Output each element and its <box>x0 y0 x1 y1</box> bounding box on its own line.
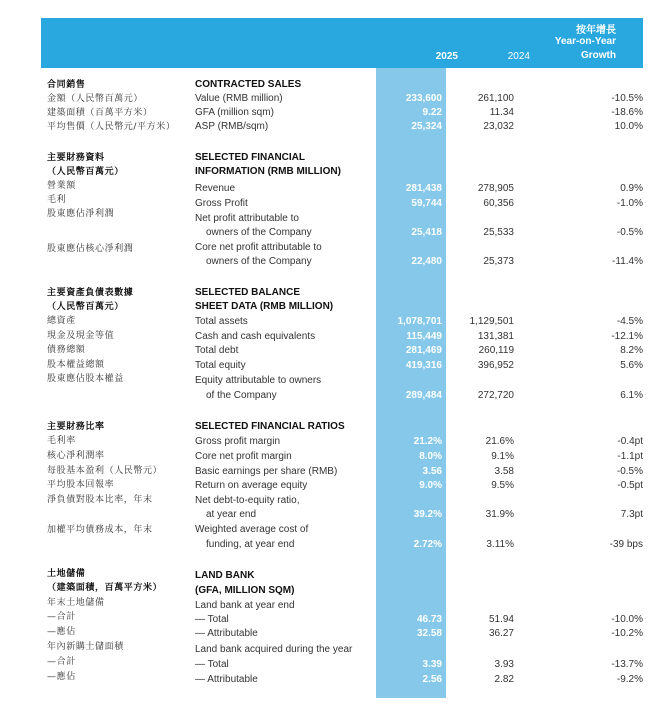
value-2025: 2.72% <box>413 539 442 550</box>
row-label-en: Land bank acquired during the year <box>195 644 353 655</box>
value-growth: -1.0% <box>616 198 643 209</box>
row-label-en: GFA (million sqm) <box>195 107 274 118</box>
section-heading-en: SELECTED FINANCIAL RATIOS <box>195 421 345 432</box>
section-heading-en: LAND BANK <box>195 570 255 581</box>
value-2024: 21.6% <box>485 436 514 447</box>
value-growth: -10.0% <box>611 614 643 625</box>
row-label-zh: 股東應佔淨利潤 <box>47 209 115 219</box>
row-label-en: — Total <box>195 614 229 625</box>
current-year-column-highlight <box>376 68 446 698</box>
value-2025: 46.73 <box>416 614 442 625</box>
value-growth: 10.0% <box>614 121 643 132</box>
row-label-en: — Attributable <box>195 674 258 685</box>
value-2025: 3.39 <box>422 659 442 670</box>
value-2024: 31.9% <box>485 509 514 520</box>
value-2025: 115,449 <box>406 331 442 342</box>
value-growth: -0.5% <box>616 227 643 238</box>
value-2025: 25,418 <box>411 227 442 238</box>
value-2024: 272,720 <box>477 390 514 401</box>
row-label-zh: —應佔 <box>47 672 76 682</box>
growth-header-label: Growth <box>581 50 616 61</box>
row-label-zh: 淨負債對股本比率，年末 <box>47 495 153 505</box>
value-2025: 9.0% <box>419 480 442 491</box>
row-label-en: Weighted average cost of <box>195 524 309 535</box>
row-label-zh: 股本權益總額 <box>47 360 105 370</box>
section-heading-zh: 合同銷售 <box>47 80 86 90</box>
row-label-en: funding, at year end <box>206 539 295 550</box>
value-growth: 7.3pt <box>620 509 643 520</box>
value-2025: 3.56 <box>422 466 442 477</box>
value-2025: 289,484 <box>405 390 442 401</box>
value-2025: 22,480 <box>411 256 442 267</box>
row-label-en: Total debt <box>195 345 239 356</box>
row-label-en: at year end <box>206 509 257 520</box>
value-2024: 51.94 <box>488 614 514 625</box>
row-label-zh: 每股基本盈利（人民幣元） <box>47 466 163 476</box>
value-growth: -4.5% <box>616 316 643 327</box>
section-heading-en: SHEET DATA (RMB MILLION) <box>195 301 334 312</box>
value-growth: -13.7% <box>611 659 643 670</box>
value-growth: -0.5% <box>616 466 643 477</box>
row-label-en: Gross profit margin <box>195 436 281 447</box>
section-heading-en: SELECTED FINANCIAL <box>195 152 305 163</box>
value-2024: 3.93 <box>494 659 514 670</box>
row-label-en: Equity attributable to owners <box>195 375 322 386</box>
row-label-zh: 金額（人民幣百萬元） <box>47 94 144 104</box>
value-2024: 25,533 <box>483 227 514 238</box>
section-heading-zh: 主要財務資料 <box>47 153 105 163</box>
section-heading-zh: （建築面積，百萬平方米） <box>47 583 163 593</box>
section-heading-en: (GFA, MILLION SQM) <box>195 585 295 596</box>
value-growth: 0.9% <box>620 183 643 194</box>
row-label-zh: 營業額 <box>47 181 76 191</box>
row-label-en: owners of the Company <box>206 227 312 238</box>
growth-header-en: Year-on-Year <box>554 36 616 47</box>
value-2024: 261,100 <box>477 93 514 104</box>
value-2024: 2.82 <box>494 674 514 685</box>
value-2024: 278,905 <box>477 183 514 194</box>
section-heading-zh: 土地儲備 <box>47 569 86 579</box>
value-2024: 131,381 <box>477 331 514 342</box>
section-heading-en: INFORMATION (RMB MILLION) <box>195 166 341 177</box>
row-label-en: Return on average equity <box>195 480 308 491</box>
value-2024: 1,129,501 <box>469 316 514 327</box>
value-2025: 25,324 <box>411 121 442 132</box>
row-label-en: Land bank at year end <box>195 600 295 611</box>
value-2025: 2.56 <box>422 674 442 685</box>
value-2025: 8.0% <box>419 451 442 462</box>
row-label-zh: 加權平均債務成本，年末 <box>47 525 153 535</box>
value-2024: 9.5% <box>491 480 514 491</box>
row-label-zh: 年內新購土儲面積 <box>47 642 124 652</box>
value-growth: -12.1% <box>611 331 643 342</box>
value-2024: 260,119 <box>478 345 514 356</box>
value-2024: 9.1% <box>491 451 514 462</box>
value-growth: -10.5% <box>611 93 643 104</box>
value-2025: 9.22 <box>422 107 442 118</box>
value-growth: -11.4% <box>612 256 643 267</box>
growth-header-zh: 按年增長 <box>576 25 616 36</box>
section-heading-zh: （人民幣百萬元） <box>47 167 124 177</box>
value-2025: 281,469 <box>405 345 442 356</box>
row-label-en: Total assets <box>195 316 248 327</box>
value-2024: 396,952 <box>477 360 514 371</box>
value-2024: 36.27 <box>488 628 514 639</box>
section-heading-en: CONTRACTED SALES <box>195 79 302 90</box>
section-heading-zh: （人民幣百萬元） <box>47 302 124 312</box>
row-label-en: Gross Profit <box>195 198 248 209</box>
value-2025: 233,600 <box>405 93 442 104</box>
row-label-zh: 年末土地儲備 <box>47 598 105 608</box>
value-2025: 39.2% <box>413 509 442 520</box>
row-label-zh: —合計 <box>47 612 76 622</box>
row-label-en: Cash and cash equivalents <box>195 331 316 342</box>
row-label-en: Value (RMB million) <box>195 93 283 104</box>
row-label-zh: 毛利 <box>47 195 67 205</box>
value-2025: 1,078,701 <box>397 316 442 327</box>
value-2024: 11.34 <box>489 107 514 118</box>
value-growth: -1.1pt <box>617 451 643 462</box>
value-2024: 23,032 <box>483 121 514 132</box>
value-growth: -0.5pt <box>617 480 643 491</box>
row-label-zh: 股東應佔核心淨利潤 <box>47 244 134 254</box>
row-label-zh: 債務總額 <box>47 345 86 355</box>
section-heading-zh: 主要資產負債表數據 <box>47 288 134 298</box>
col-2024-header: 2024 <box>507 51 530 62</box>
row-label-en: Basic earnings per share (RMB) <box>195 466 338 477</box>
value-2025: 281,438 <box>405 183 442 194</box>
row-label-zh: 股東應佔股本權益 <box>47 374 124 384</box>
row-label-en: — Total <box>195 659 229 670</box>
value-2025: 59,744 <box>411 198 442 209</box>
value-2024: 25,373 <box>483 256 514 267</box>
value-growth: -9.2% <box>616 674 643 685</box>
row-label-en: of the Company <box>206 390 277 401</box>
row-label-en: — Attributable <box>195 628 258 639</box>
value-growth: 5.6% <box>620 360 643 371</box>
value-2024: 3.11% <box>486 539 514 550</box>
row-label-zh: 平均售價（人民幣元/平方米） <box>47 122 176 132</box>
value-growth: -0.4pt <box>617 436 643 447</box>
value-growth: -18.6% <box>611 107 643 118</box>
row-label-zh: 毛利率 <box>47 436 76 446</box>
value-2024: 60,356 <box>483 198 514 209</box>
row-label-zh: —合計 <box>47 657 76 667</box>
value-2025: 419,316 <box>405 360 442 371</box>
value-growth: -10.2% <box>611 628 643 639</box>
section-heading-en: SELECTED BALANCE <box>195 287 301 298</box>
table-header <box>41 18 643 68</box>
value-growth: -39 bps <box>609 539 643 550</box>
col-2025-header: 2025 <box>435 51 458 62</box>
row-label-en: owners of the Company <box>206 256 312 267</box>
value-2024: 3.58 <box>494 466 514 477</box>
value-growth: 8.2% <box>620 345 643 356</box>
section-heading-zh: 主要財務比率 <box>47 422 105 432</box>
row-label-en: Net profit attributable to <box>195 213 299 224</box>
row-label-zh: 核心淨利潤率 <box>47 451 105 461</box>
row-label-zh: 平均股本回報率 <box>47 480 115 490</box>
row-label-en: Net debt-to-equity ratio, <box>195 495 300 506</box>
row-label-zh: 現金及現金等值 <box>47 331 115 341</box>
row-label-en: Total equity <box>195 360 246 371</box>
row-label-en: Revenue <box>195 183 236 194</box>
row-label-zh: 建築面積（百萬平方米） <box>47 108 153 118</box>
row-label-en: Core net profit margin <box>195 451 292 462</box>
row-label-en: Core net profit attributable to <box>195 242 322 253</box>
row-label-zh: —應佔 <box>47 627 76 637</box>
value-2025: 32.58 <box>416 628 442 639</box>
row-label-zh: 總資產 <box>47 316 76 326</box>
value-2025: 21.2% <box>413 436 442 447</box>
value-growth: 6.1% <box>620 390 643 401</box>
row-label-en: ASP (RMB/sqm) <box>195 121 269 132</box>
